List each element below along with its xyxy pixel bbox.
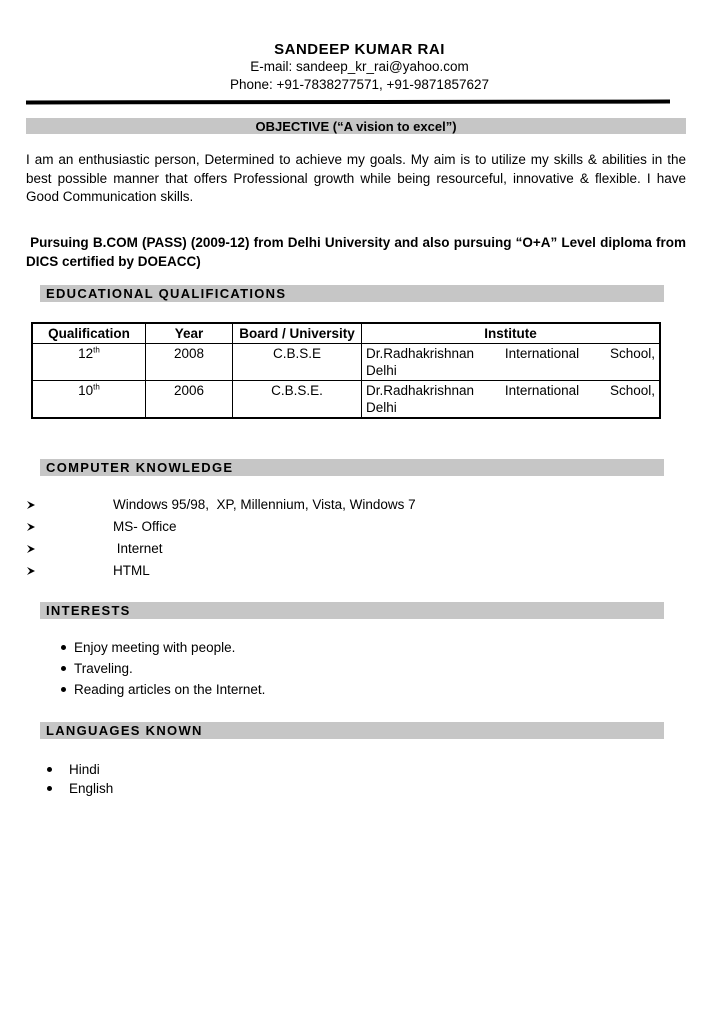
computer-list <box>26 495 626 583</box>
row-qualification <box>32 381 146 419</box>
list-item <box>61 679 265 700</box>
languages-title: LANGUAGES KNOWN <box>46 723 203 738</box>
education-title: EDUCATIONAL QUALIFICATIONS <box>46 286 287 301</box>
interest-item: Traveling. <box>74 661 133 676</box>
languages-list <box>47 760 113 798</box>
inst-name-part: Dr.Radhakrishnan <box>366 346 475 361</box>
objective-text: I am an enthusiastic person, Determined to achieve my goals. My aim is to utilize my skills & abilities in the best possible manner that offers Professional growth while being resourceful, innovative & flexible. I have Good Communication skills. <box>26 152 686 204</box>
qual-value: 10 <box>78 383 94 398</box>
computer-item: HTML <box>113 563 150 578</box>
candidate-name: SANDEEP KUMAR RAI <box>274 41 445 58</box>
inst-name-part: International <box>504 383 580 398</box>
interest-item: Enjoy meeting with people. <box>74 640 236 655</box>
language-item: Hindi <box>69 762 100 777</box>
row-institute <box>362 381 661 419</box>
computer-item: MS- Office <box>113 519 177 534</box>
pursuing-text-content: Pursuing B.COM (PASS) (2009-12) from Delhi University and also pursuing “O+A” Level diploma from DICS certified by DOEACC) <box>26 235 686 269</box>
list-item <box>47 760 113 779</box>
list-item <box>26 561 626 583</box>
table-header-row <box>32 323 660 344</box>
inst-city: Delhi <box>366 363 397 378</box>
qual-suffix: th <box>93 345 100 355</box>
list-item <box>61 637 265 658</box>
row-year: 2008 <box>146 344 233 381</box>
table-row <box>32 381 660 419</box>
interests-title: INTERESTS <box>46 603 131 618</box>
email-line: E-mail: sandeep_kr_rai@yahoo.com <box>250 59 469 74</box>
bullet-dot-icon <box>61 645 66 650</box>
row-board: C.B.S.E. <box>233 381 362 419</box>
pursuing-text <box>26 234 686 271</box>
list-item <box>26 495 626 517</box>
computer-item: Windows 95/98, XP, Millennium, Vista, Windows 7 <box>113 497 416 512</box>
row-year: 2006 <box>146 381 233 419</box>
list-item <box>47 779 113 798</box>
education-table <box>31 322 661 419</box>
computer-title: COMPUTER KNOWLEDGE <box>46 460 234 475</box>
inst-name-part: International <box>504 346 580 361</box>
inst-city: Delhi <box>366 400 397 415</box>
objective-title: OBJECTIVE (“A vision to excel”) <box>255 119 457 134</box>
interests-list <box>61 637 265 700</box>
bullet-dot-icon <box>61 666 66 671</box>
list-item <box>26 517 626 539</box>
header-divider <box>26 100 670 105</box>
qual-value: 12 <box>78 346 94 361</box>
interests-bar <box>40 602 664 619</box>
bullet-dot-icon <box>47 786 52 791</box>
header-board: Board / University <box>233 323 362 344</box>
table-row <box>32 344 660 381</box>
qual-suffix: th <box>93 382 100 392</box>
phone-line: Phone: +91-7838277571, +91-9871857627 <box>230 77 489 92</box>
header-institute: Institute <box>362 323 661 344</box>
language-item: English <box>69 781 114 796</box>
inst-name-part: Dr.Radhakrishnan <box>366 383 475 398</box>
computer-item: Internet <box>113 541 163 556</box>
inst-name-part: School, <box>609 383 655 398</box>
interest-item: Reading articles on the Internet. <box>74 682 266 697</box>
list-item <box>26 539 626 561</box>
inst-name-part: School, <box>609 346 655 361</box>
list-item <box>61 658 265 679</box>
row-board: C.B.S.E <box>233 344 362 381</box>
header-qualification: Qualification <box>32 323 146 344</box>
header-year: Year <box>146 323 233 344</box>
row-qualification <box>32 344 146 381</box>
row-institute <box>362 344 661 381</box>
bullet-dot-icon <box>61 687 66 692</box>
bullet-dot-icon <box>47 767 52 772</box>
